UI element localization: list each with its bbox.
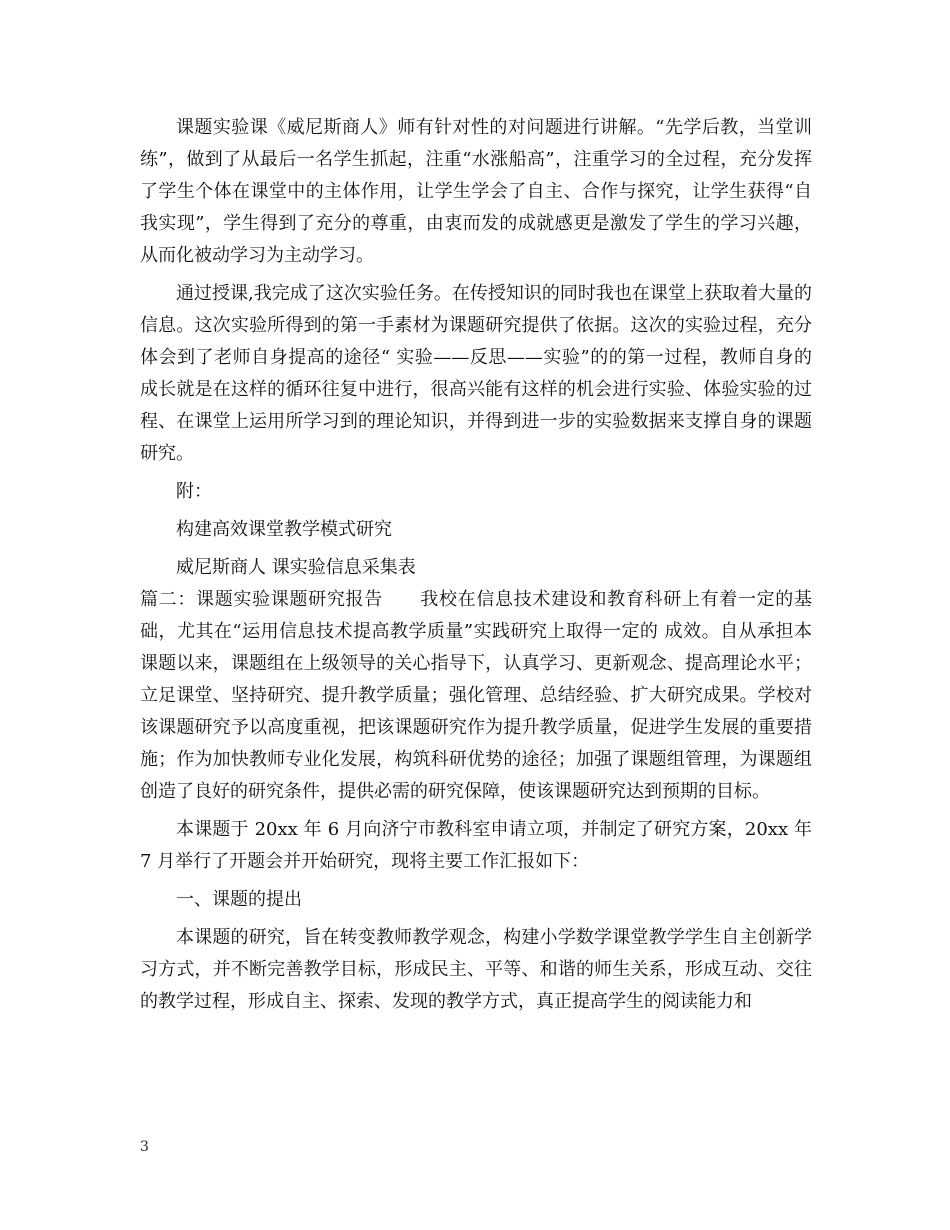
page-number: 3 (140, 1139, 149, 1155)
paragraph-appendix-table-name: 威尼斯商人 课实验信息采集表 (176, 557, 416, 578)
section-heading-proposal: 一、课题的提出 (176, 889, 302, 910)
paragraph-report-intro: 篇二：课题实验课题研究报告 我校在信息技术建设和教育科研上有着一定的基础，尤其在“运用信息技术提高教学质量”实践研究上取得一定的 成效。自从承担本课题以来，课题组在上级领导的关心指导下，认真学习、更新观念、提高理论水平；立足课堂、坚持研究、提升教学质量；强化管理、总结经验、扩大研究成果。学校对该课题研究予以高度重视，把该课题研究作为提升教学质量，促进学生发展的重要措施；作为加快教师专业化发展，构筑科研优势的途径；加强了课题组管理，为课题组创造了良好的研究条件，提供必需的研究保障，使该课题研究达到预期的目标。 (140, 589, 812, 802)
paragraph-project-timeline: 本课题于 20xx 年 6 月向济宁市教科室申请立项，并制定了研究方案，20xx 年 7 月举行了开题会并开始研究，现将主要工作汇报如下： (140, 819, 812, 872)
paragraph-teaching-reflection: 通过授课,我完成了这次实验任务。在传授知识的同时我也在课堂上获取着大量的信息。这次实验所得到的第一手素材为课题研究提供了依据。这次的实验过程，充分体会到了老师自身提高的途径“ 实验——反思——实验”的的第一过程，教师自身的成长就是在这样的循环往复中进行，很高兴能有这样的机会进行实验、体验实验的过程、在课堂上运用所学习到的理论知识，并得到进一步的实验数据来支撑自身的课题研究。 (140, 283, 812, 464)
paragraph-research-purpose: 本课题的研究，旨在转变教师教学观念，构建小学数学课堂教学学生自主创新学习方式，并不断完善教学目标，形成民主、平等、和谐的师生关系，形成互动、交往的教学过程，形成自主、探索、发现的教学方式，真正提高学生的阅读能力和 (140, 927, 812, 1012)
document-body (140, 112, 812, 1018)
paragraph-appendix-title: 构建高效课堂教学模式研究 (176, 519, 392, 540)
paragraph-lesson-review: 课题实验课《威尼斯商人》师有针对性的对问题进行讲解。“先学后教，当堂训练”，做到了从最后一名学生抓起，注重“水涨船高”，注重学习的全过程，充分发挥了学生个体在课堂中的主体作用，让学生学会了自主、合作与探究，让学生获得“自我实现”，学生得到了充分的尊重，由衷而发的成就感更是激发了学生的学习兴趣，从而化被动学习为主动学习。 (140, 117, 812, 266)
paragraph-appendix-label: 附： (176, 481, 212, 502)
